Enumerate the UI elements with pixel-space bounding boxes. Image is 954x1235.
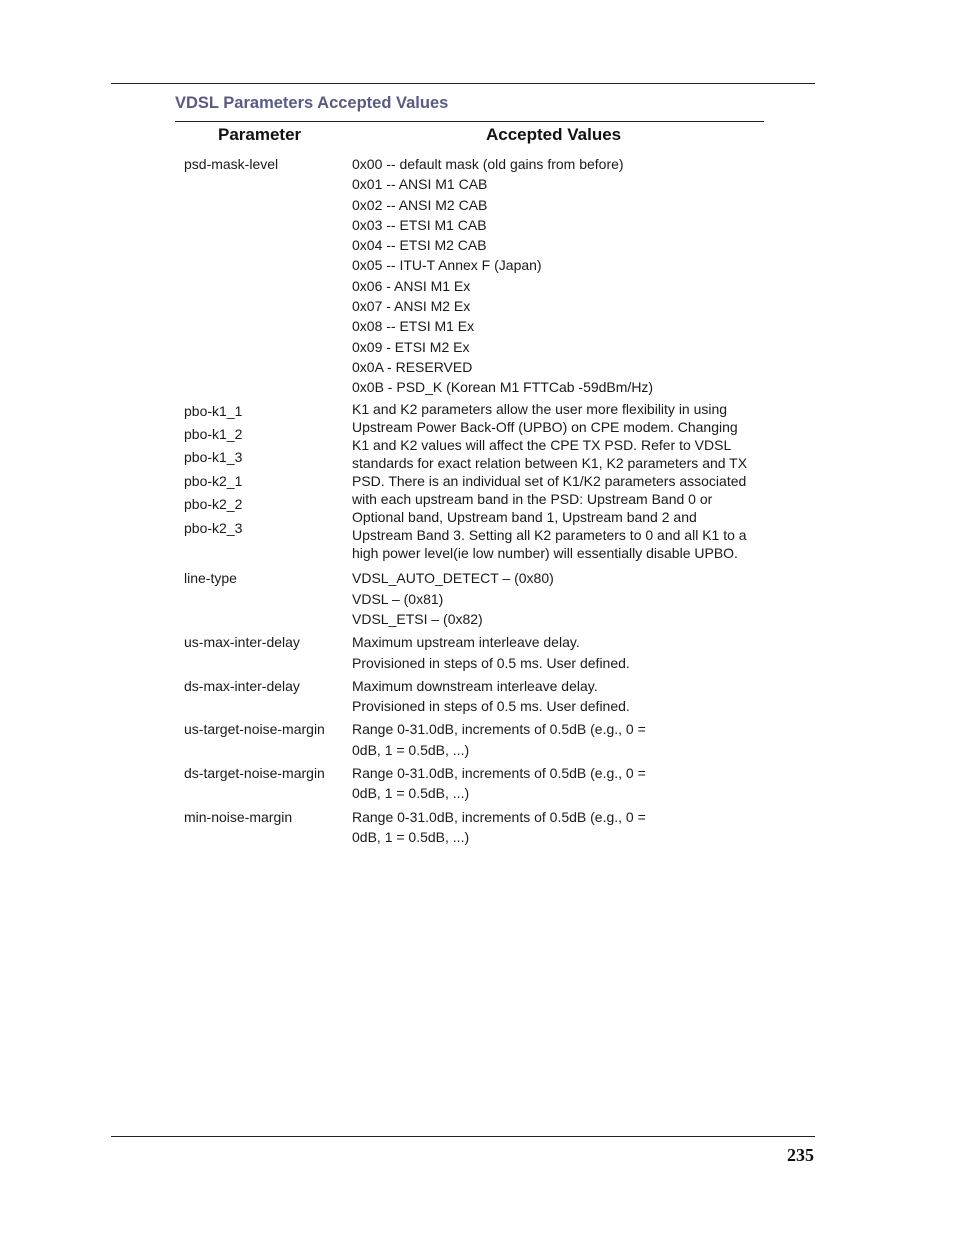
parameters-table: [184, 154, 764, 847]
table-row: [184, 763, 764, 804]
value-line: Provisioned in steps of 0.5 ms. User defined.: [352, 698, 630, 715]
parameter-name: ds-max-inter-delay: [184, 677, 300, 694]
description-line: K1 and K2 values will affect the CPE TX PSD. Refer to VDSL: [352, 436, 732, 453]
column-header-accepted-values: Accepted Values: [486, 125, 622, 144]
value-line: Maximum upstream interleave delay.: [352, 634, 580, 651]
value-line: Provisioned in steps of 0.5 ms. User defined.: [352, 654, 630, 671]
parameter-name: pbo-k1_2: [184, 425, 243, 442]
value-line: 0x0B - PSD_K (Korean M1 FTTCab -59dBm/Hz): [352, 379, 654, 396]
page-number: 235: [787, 1145, 814, 1165]
parameter-name: line-type: [184, 570, 237, 587]
parameter-name: pbo-k1_3: [184, 449, 243, 466]
value-line: 0x04 -- ETSI M2 CAB: [352, 237, 487, 254]
value-line: 0dB, 1 = 0.5dB, ...): [352, 785, 470, 802]
value-line: 0x03 -- ETSI M1 CAB: [352, 216, 487, 233]
parameter-name: us-target-noise-margin: [184, 721, 325, 738]
description-line: Upstream Band 3. Setting all K2 parameters to 0 and all K1 to a: [352, 527, 747, 544]
value-line: 0dB, 1 = 0.5dB, ...): [352, 828, 470, 845]
value-line: 0x0A - RESERVED: [352, 358, 473, 375]
table-row: [184, 568, 764, 629]
value-line: 0x05 -- ITU-T Annex F (Japan): [352, 257, 542, 274]
table-row: [184, 632, 764, 673]
description-line: high power level(ie low number) will essentially disable UPBO.: [352, 545, 738, 562]
table-row: [184, 807, 764, 848]
parameter-name: us-max-inter-delay: [184, 634, 300, 651]
description-line: Optional band, Upstream band 1, Upstream band 2 and: [352, 509, 697, 526]
table-row: [184, 400, 764, 563]
value-line: 0x06 - ANSI M1 Ex: [352, 277, 471, 294]
description-line: standards for exact relation between K1, K2 parameters and TX: [352, 454, 748, 471]
description-line: PSD. There is an individual set of K1/K2 parameters associated: [352, 472, 747, 489]
value-line: 0x02 -- ANSI M2 CAB: [352, 196, 488, 213]
parameter-name: pbo-k1_1: [184, 402, 243, 419]
parameter-name: min-noise-margin: [184, 808, 293, 825]
value-line: 0x00 -- default mask (old gains from before): [352, 156, 624, 172]
value-line: Range 0-31.0dB, increments of 0.5dB (e.g., 0 =: [352, 808, 646, 825]
value-line: VDSL – (0x81): [352, 590, 444, 607]
value-line: Range 0-31.0dB, increments of 0.5dB (e.g., 0 =: [352, 721, 646, 738]
description-line: with each upstream band in the PSD: Upstream Band 0 or: [352, 491, 713, 508]
description-line: Upstream Power Back-Off (UPBO) on CPE modem. Changing: [352, 418, 738, 435]
table-row: [184, 154, 764, 398]
parameter-name: pbo-k2_2: [184, 496, 243, 513]
table-row: [184, 676, 764, 717]
header-rule: [175, 121, 764, 122]
value-line: 0x09 - ETSI M2 Ex: [352, 338, 470, 355]
column-header-parameter: Parameter: [218, 125, 302, 144]
parameter-name: pbo-k2_1: [184, 472, 243, 489]
value-line: Range 0-31.0dB, increments of 0.5dB (e.g., 0 =: [352, 765, 646, 782]
table-row: [184, 719, 764, 760]
description-line: K1 and K2 parameters allow the user more flexibility in using: [352, 400, 728, 417]
parameter-name: pbo-k2_3: [184, 519, 243, 536]
value-line: 0x07 - ANSI M2 Ex: [352, 298, 471, 315]
section-title: VDSL Parameters Accepted Values: [175, 94, 449, 112]
value-line: VDSL_AUTO_DETECT – (0x80): [352, 570, 554, 587]
parameter-name: psd-mask-level: [184, 156, 279, 172]
value-line: VDSL_ETSI – (0x82): [352, 611, 483, 627]
value-line: 0x08 -- ETSI M1 Ex: [352, 318, 475, 335]
value-line: 0dB, 1 = 0.5dB, ...): [352, 741, 470, 758]
value-line: Maximum downstream interleave delay.: [352, 677, 598, 694]
footer-rule: [111, 1136, 815, 1137]
parameter-name: ds-target-noise-margin: [184, 765, 325, 782]
value-line: 0x01 -- ANSI M1 CAB: [352, 176, 488, 193]
top-rule: [111, 83, 815, 84]
